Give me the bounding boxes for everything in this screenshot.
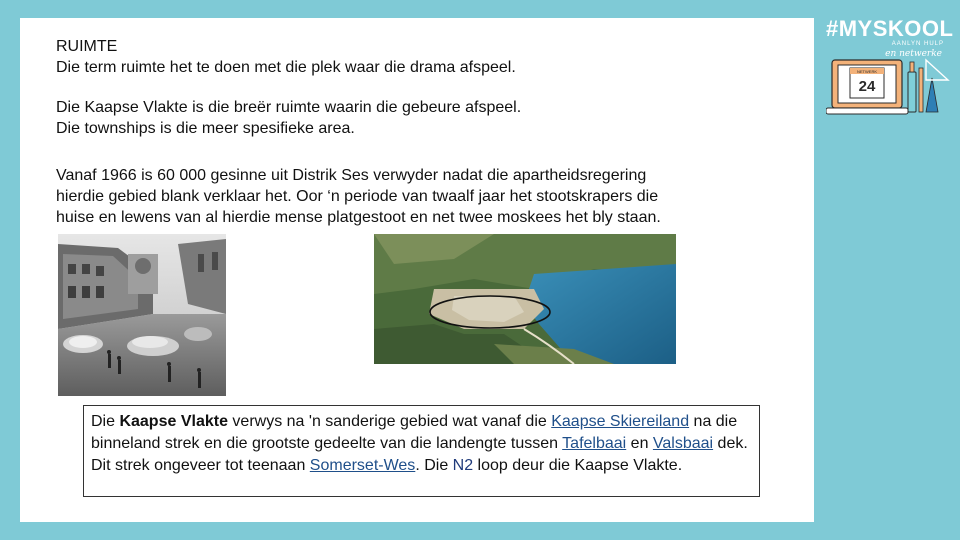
calendar-label: NETWERK — [857, 69, 877, 74]
info-text: na die binneland strek en die grootste gedeelte van die landengte tussen — [91, 413, 738, 452]
history-section — [56, 165, 661, 228]
link-tafelbaai[interactable]: Tafelbaai — [562, 435, 627, 452]
logo-subtitle: AANLYN HULP — [891, 41, 944, 47]
info-text: . Die — [415, 457, 453, 474]
history-line: Vanaf 1966 is 60 000 gesinne uit Distrik Ses verwyder nadat die apartheidsregering — [56, 167, 647, 184]
history-line: hierdie gebied blank verklaar het. Oor ‘n periode van twaalf jaar het stootskrapers die — [56, 188, 659, 205]
link-valsbaai[interactable]: Valsbaai — [652, 435, 714, 452]
info-term-n2: N2 — [452, 457, 474, 474]
slide-title: RUIMTE — [56, 38, 118, 55]
info-text: Die — [91, 413, 120, 430]
cape-flats-aerial-photo — [374, 234, 676, 364]
laptop-stationery-icon — [826, 58, 950, 124]
calendar-number: 24 — [858, 78, 876, 95]
logo-title: #MYSKOOL — [826, 16, 954, 41]
info-text: verwys na 'n sanderige gebied wat vanaf die — [227, 413, 552, 430]
setting-section — [56, 97, 521, 139]
info-text: en — [626, 435, 653, 452]
slide-panel — [20, 18, 814, 522]
district-six-street-photo — [58, 234, 226, 396]
myskool-logo — [826, 14, 954, 126]
link-somerset-wes[interactable]: Somerset-Wes — [309, 457, 416, 474]
info-text: loop deur die Kaapse Vlakte. — [473, 457, 683, 474]
info-term-kaapse-vlakte: Kaapse Vlakte — [119, 413, 228, 430]
info-text: dek. Dit strek ongeveer tot teenaan — [91, 435, 748, 474]
logo-script: en netwerke — [885, 49, 942, 59]
link-kaapse-skiereiland[interactable]: Kaapse Skiereiland — [551, 413, 690, 430]
ruimte-definition: Die term ruimte het te doen met die plek waar die drama afspeel. — [56, 59, 516, 76]
setting-line: Die townships is die meer spesifieke area. — [56, 120, 355, 137]
setting-line: Die Kaapse Vlakte is die breër ruimte waarin die gebeure afspeel. — [56, 99, 522, 116]
title-section — [56, 36, 516, 78]
history-line: huise en lewens van al hierdie mense platgestoot en net twee moskees het bly staan. — [56, 209, 661, 226]
kaapse-vlakte-definition-box — [83, 405, 760, 497]
